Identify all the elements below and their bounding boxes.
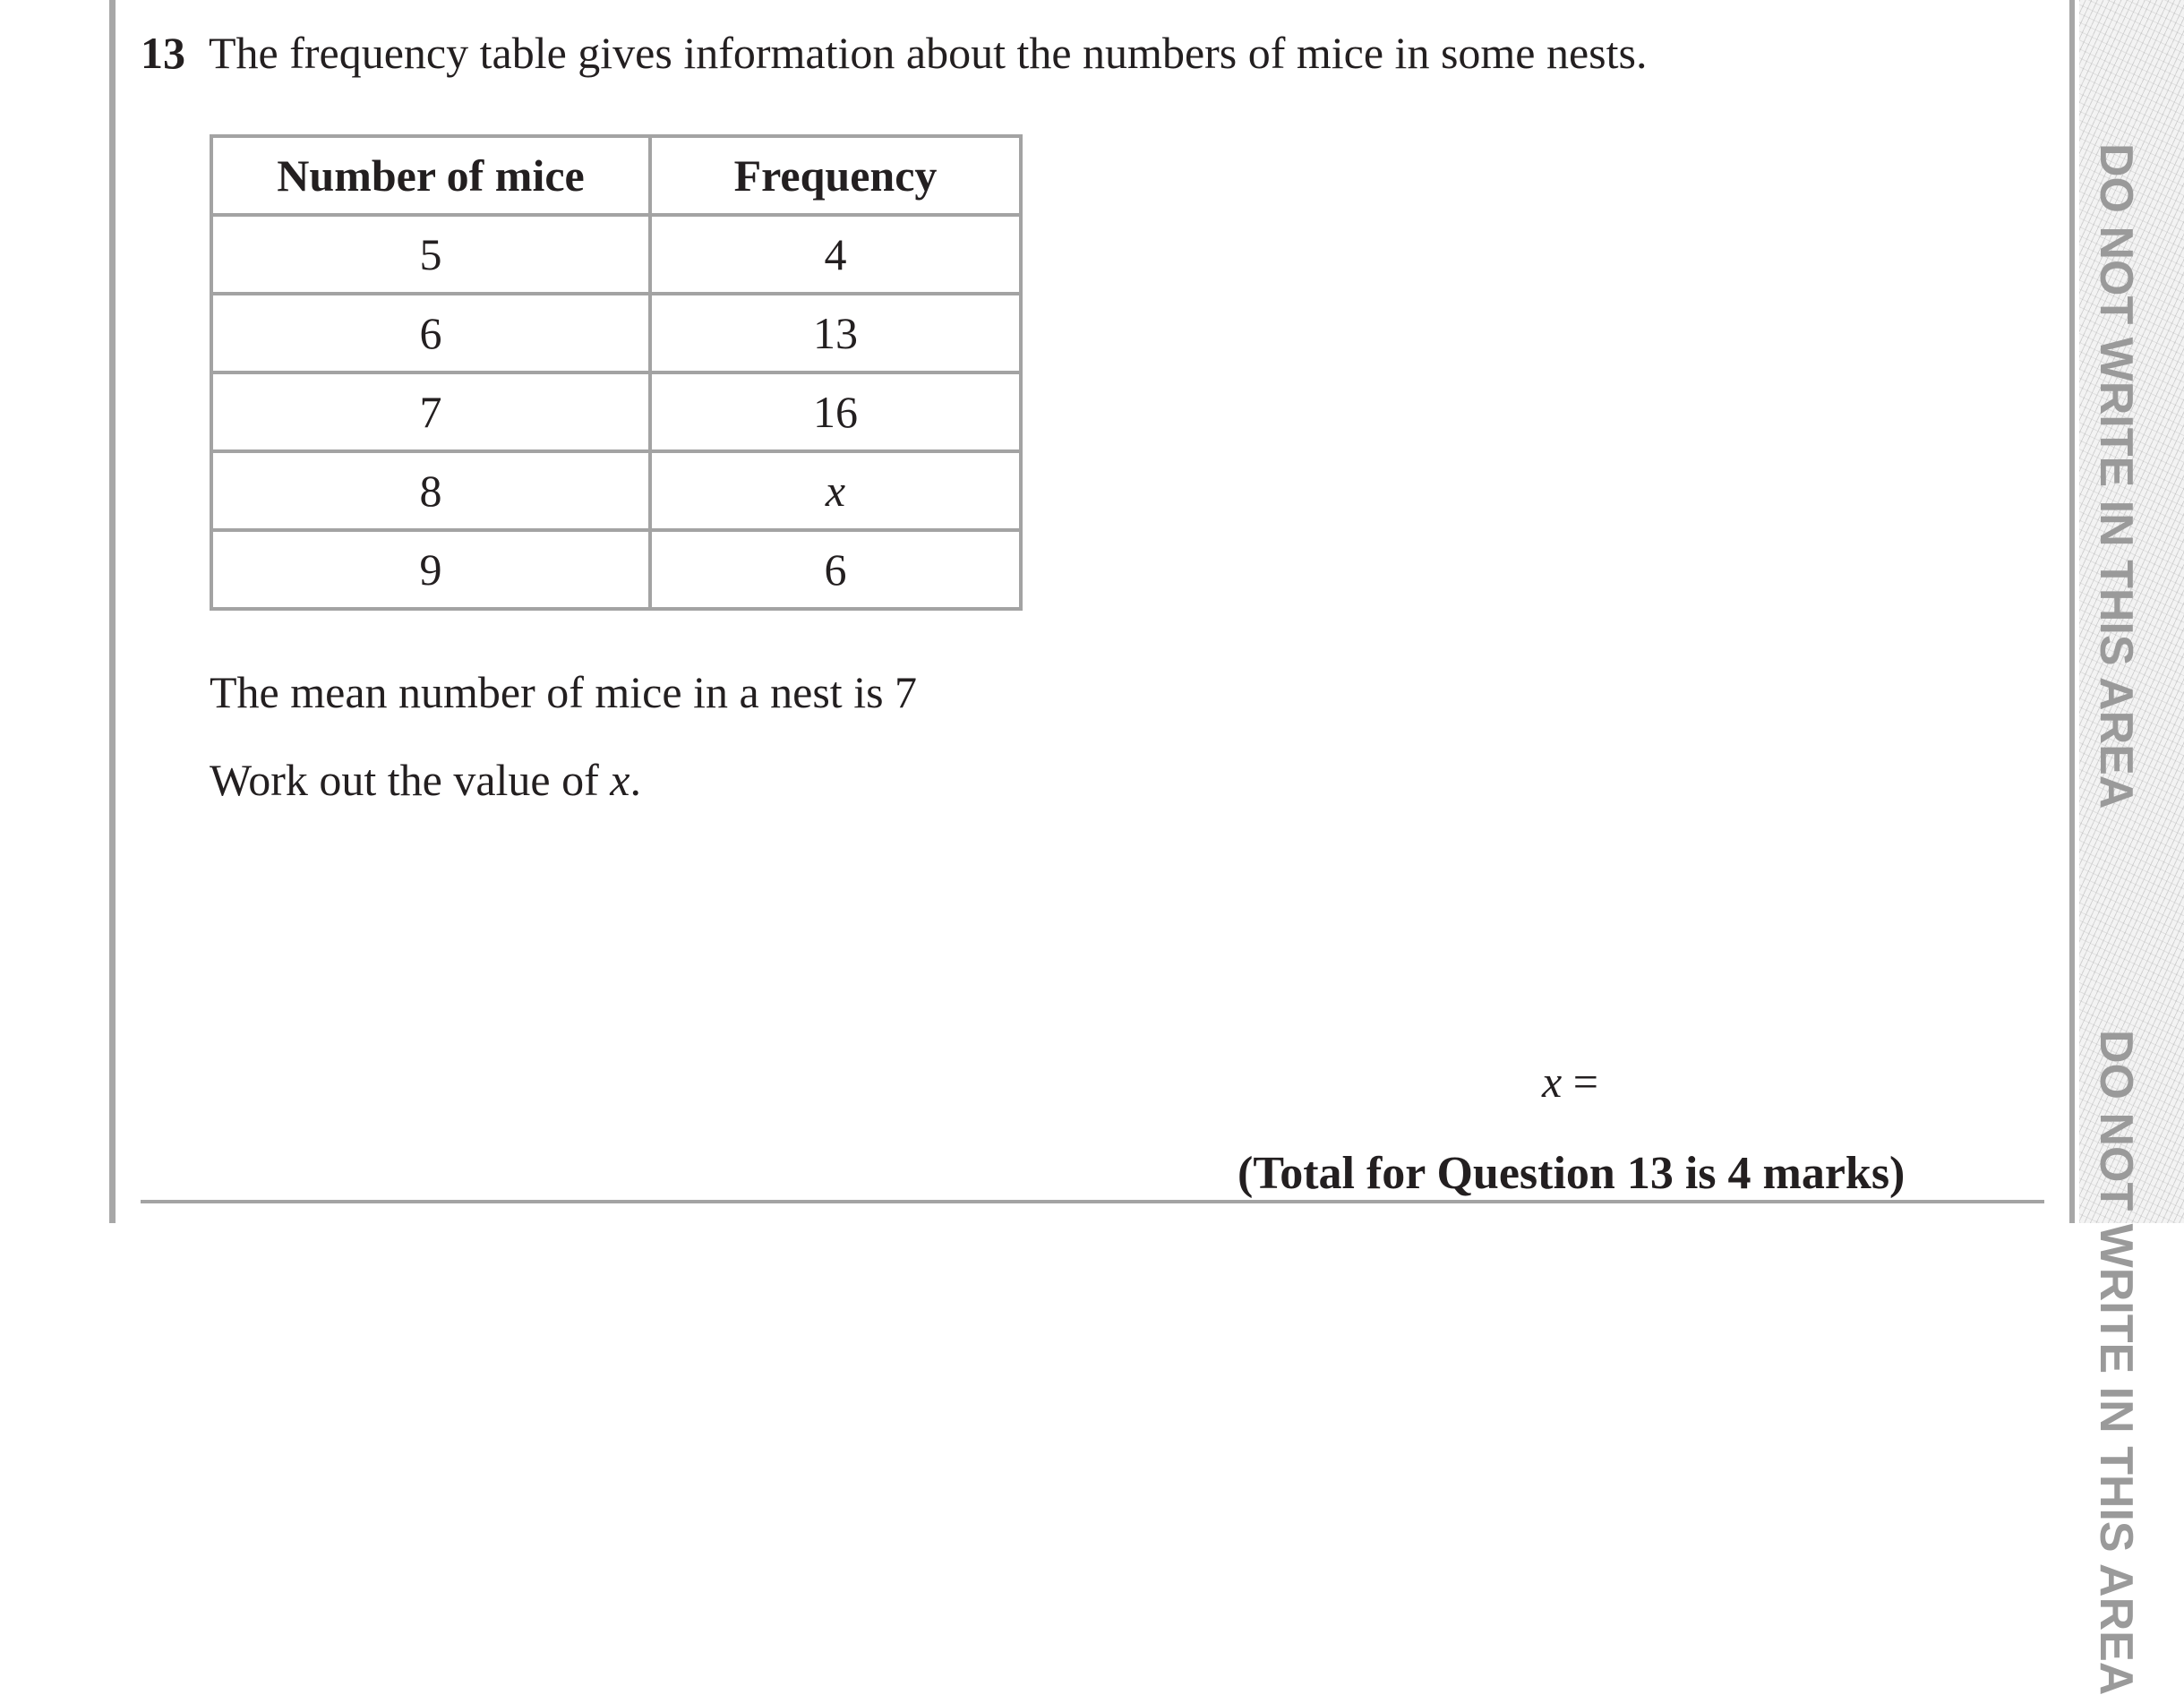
table-row xyxy=(211,530,1021,609)
total-marks: (Total for Question 13 is 4 marks) xyxy=(1238,1148,1906,1199)
table-cell: 5 xyxy=(211,215,650,294)
right-margin-rule xyxy=(2069,0,2075,1223)
table-cell: 16 xyxy=(650,372,1021,451)
instruction-prefix: Work out the value of xyxy=(210,755,611,805)
table-cell: 6 xyxy=(211,294,650,372)
question-statement xyxy=(141,23,1648,82)
table-cell: 7 xyxy=(211,372,650,451)
table-cell: 9 xyxy=(211,530,650,609)
table-row xyxy=(211,215,1021,294)
table-cell: 8 xyxy=(211,451,650,530)
frequency-table xyxy=(210,134,1023,611)
margin-notice-text: DO NOT WRITE IN THIS AREA xyxy=(2090,143,2142,809)
question-number: 13 xyxy=(141,28,185,78)
table-row xyxy=(211,294,1021,372)
table-row xyxy=(211,451,1021,530)
question-text: The frequency table gives information about the numbers of mice in some nests. xyxy=(209,28,1648,78)
table-header-frequency: Frequency xyxy=(650,136,1021,215)
instruction-variable: x xyxy=(610,755,630,805)
mean-statement: The mean number of mice in a nest is 7 xyxy=(210,667,918,717)
instruction xyxy=(210,750,641,809)
instruction-suffix: . xyxy=(630,755,641,805)
table-cell: 6 xyxy=(650,530,1021,609)
table-cell: 4 xyxy=(650,215,1021,294)
table-header-number-of-mice: Number of mice xyxy=(211,136,650,215)
table-cell-unknown-x: x xyxy=(650,451,1021,530)
margin-notice-text-cutoff: DO NOT WRITE IN THIS AREA xyxy=(2090,1030,2142,1695)
bottom-divider xyxy=(141,1200,2044,1203)
left-margin-rule xyxy=(109,0,116,1223)
answer-line[interactable] xyxy=(1542,1052,1598,1111)
table-header-row xyxy=(211,136,1021,215)
answer-variable: x xyxy=(1542,1057,1563,1107)
answer-equals: = xyxy=(1562,1057,1598,1107)
table-row xyxy=(211,372,1021,451)
table-cell: 13 xyxy=(650,294,1021,372)
